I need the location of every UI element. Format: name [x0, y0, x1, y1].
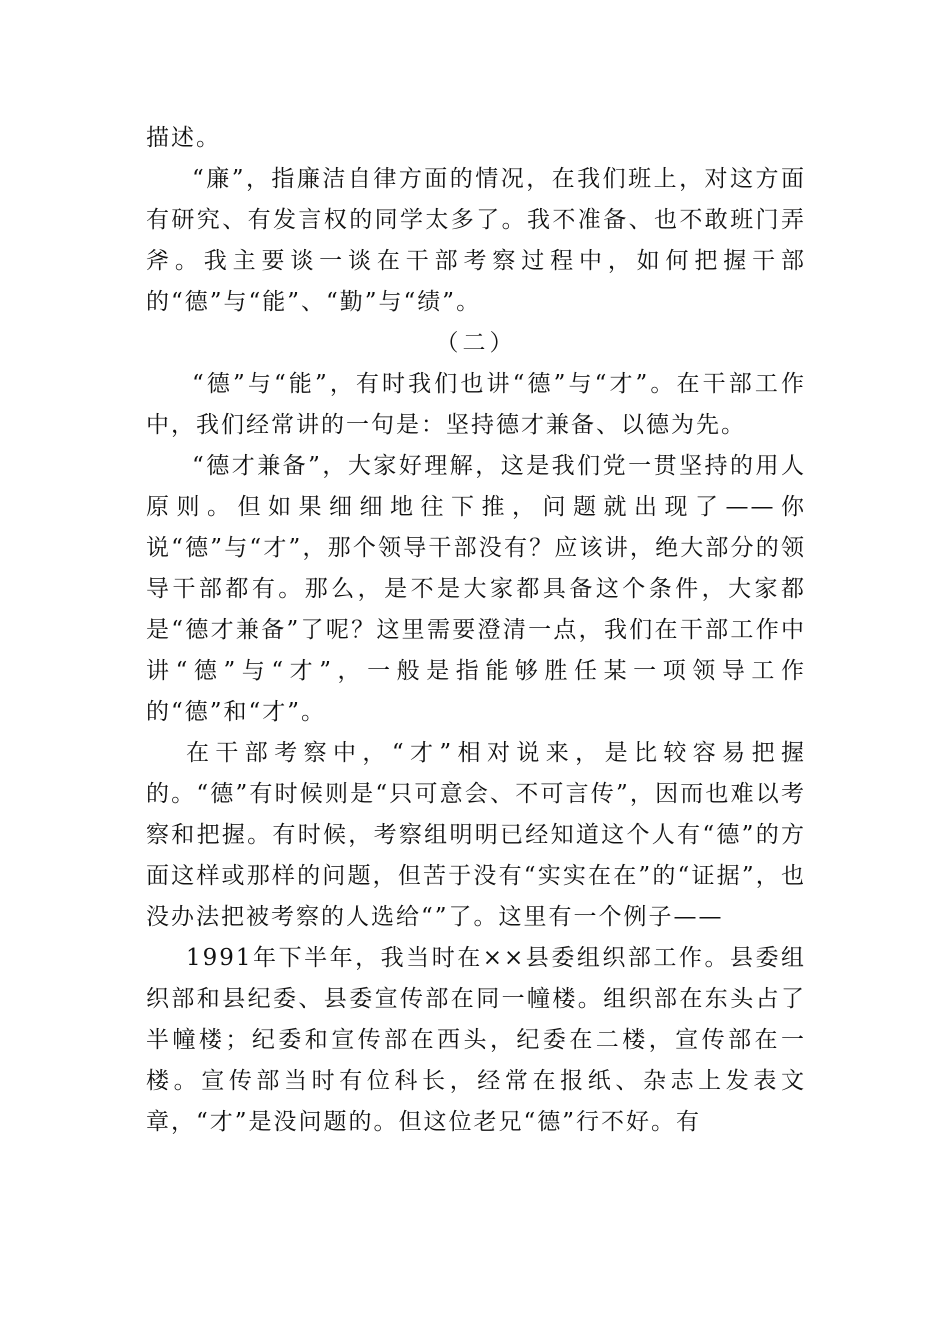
- paragraph-de-neng: “德”与“能”，有时我们也讲“德”与“才”。在干部工作中，我们经常讲的一句是：坚持德才兼备、以德为先。: [146, 371, 806, 438]
- section-heading: （二）: [435, 330, 517, 356]
- paragraph-1991-example: 1991年下半年，我当时在××县委组织部工作。县委组织部和县纪委、县委宣传部在同一幢楼。组织部在东头占了半幢楼；纪委和宣传部在西头，纪委在二楼，宣传部在一楼。宣传部当时有位科长，经常在报纸、杂志上发表文章，“才”是没问题的。但这位老兄“德”行不好。有: [146, 945, 806, 1135]
- paragraph-opening-fragment: 描述。: [146, 125, 221, 151]
- paragraph-cadre-inspection: 在干部考察中，“才”相对说来，是比较容易把握的。“德”有时候则是“只可意会、不可言传”，因而也难以考察和把握。有时候，考察组明明已经知道这个人有“德”的方面这样或那样的问题，但苦于没有“实实在在”的“证据”，也没办法把被考察的人选给“”了。这里有一个例子——: [146, 740, 806, 930]
- document-page: [146, 118, 806, 1143]
- paragraph-lian: “廉”，指廉洁自律方面的情况，在我们班上，对这方面有研究、有发言权的同学太多了。我不准备、也不敢班门弄斧。我主要谈一谈在干部考察过程中，如何把握干部的“德”与“能”、“勤”与“绩”。: [146, 166, 806, 315]
- paragraph-de-cai-jian-bei: “德才兼备”，大家好理解，这是我们党一贯坚持的用人原则。但如果细细地往下推，问题就出现了——你说“德”与“才”，那个领导干部没有？应该讲，绝大部分的领导干部都有。那么，是不是大家都具备这个条件，大家都是“德才兼备”了呢？这里需要澄清一点，我们在干部工作中讲“德”与“才”，一般是指能够胜任某一项领导工作的“德”和“才”。: [146, 453, 806, 725]
